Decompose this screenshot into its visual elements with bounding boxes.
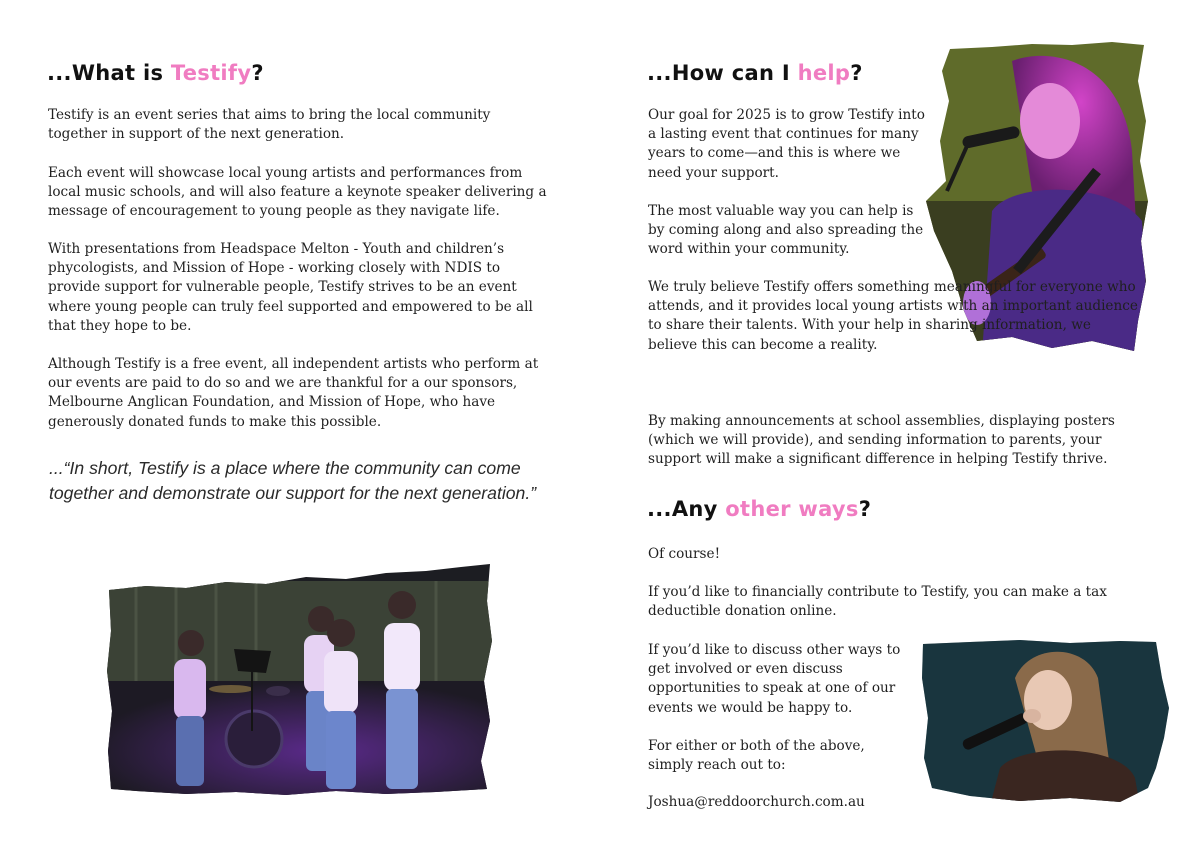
believe-paragraph: We truly believe Testify offers something meaningful for everyone who attends, and it provides local young artists with an important audience to share their talents. With your help in sharing information, we believe this can become a reality.: [648, 279, 1138, 353]
of-course-paragraph: Of course!: [648, 546, 721, 562]
what-is-testify-heading: ...What is Testify?: [47, 61, 264, 85]
young-singers-image: [106, 561, 496, 798]
goal-paragraph: Our goal for 2025 is to grow Testify into a lasting event that continues for many years to come—and this is where we need your support.: [648, 107, 925, 181]
presentations-paragraph: With presentations from Headspace Melton - Youth and children’s phycologists, and Mission of Hope - working closely with NDIS to provide support for vulnerable people, Testify strives to be an event where young people can truly feel supported and empowered to be all that they hope to be.: [48, 241, 533, 334]
sponsors-paragraph: Although Testify is a free event, all independent artists who perform at our events are paid to do so and we are thankful for a our sponsors, Melbourne Anglican Foundation, and Mission of Hope, who have generously donated funds to make this possible.: [48, 356, 539, 430]
valuable-way-paragraph: The most valuable way you can help is by coming along and also spreading the word within your community.: [648, 203, 924, 258]
any-other-ways-heading: ...Any other ways?: [647, 497, 872, 521]
reach-out-paragraph: For either or both of the above, simply reach out to:: [648, 738, 865, 774]
showcase-paragraph: Each event will showcase local young artists and performances from local music schools, and will also feature a keynote speaker delivering a message of encouragement to young people as they navigate life.: [48, 165, 547, 220]
intro-paragraph: Testify is an event series that aims to bring the local community together in support of the next generation.: [48, 107, 491, 143]
summary-quote: ...“In short, Testify is a place where the community can come together and demonstrate our support for the next generation.”: [49, 458, 537, 503]
discuss-paragraph: If you’d like to discuss other ways to get involved or even discuss opportunities to speak at one of our events we would be happy to.: [648, 642, 901, 716]
speaker-photo: [920, 638, 1172, 806]
donation-paragraph: If you’d like to financially contribute to Testify, you can make a tax deductible donation online.: [648, 584, 1107, 620]
speaker-image: [920, 638, 1172, 806]
young-singers-photo: [106, 561, 496, 798]
how-can-i-help-heading: ...How can I help?: [647, 61, 863, 85]
contact-email-link[interactable]: Joshua@reddoorchurch.com.au: [648, 794, 865, 810]
announcements-paragraph: By making announcements at school assemblies, displaying posters (which we will provide), and sending information to parents, your support will make a significant difference in helping Testify thrive.: [648, 413, 1115, 468]
